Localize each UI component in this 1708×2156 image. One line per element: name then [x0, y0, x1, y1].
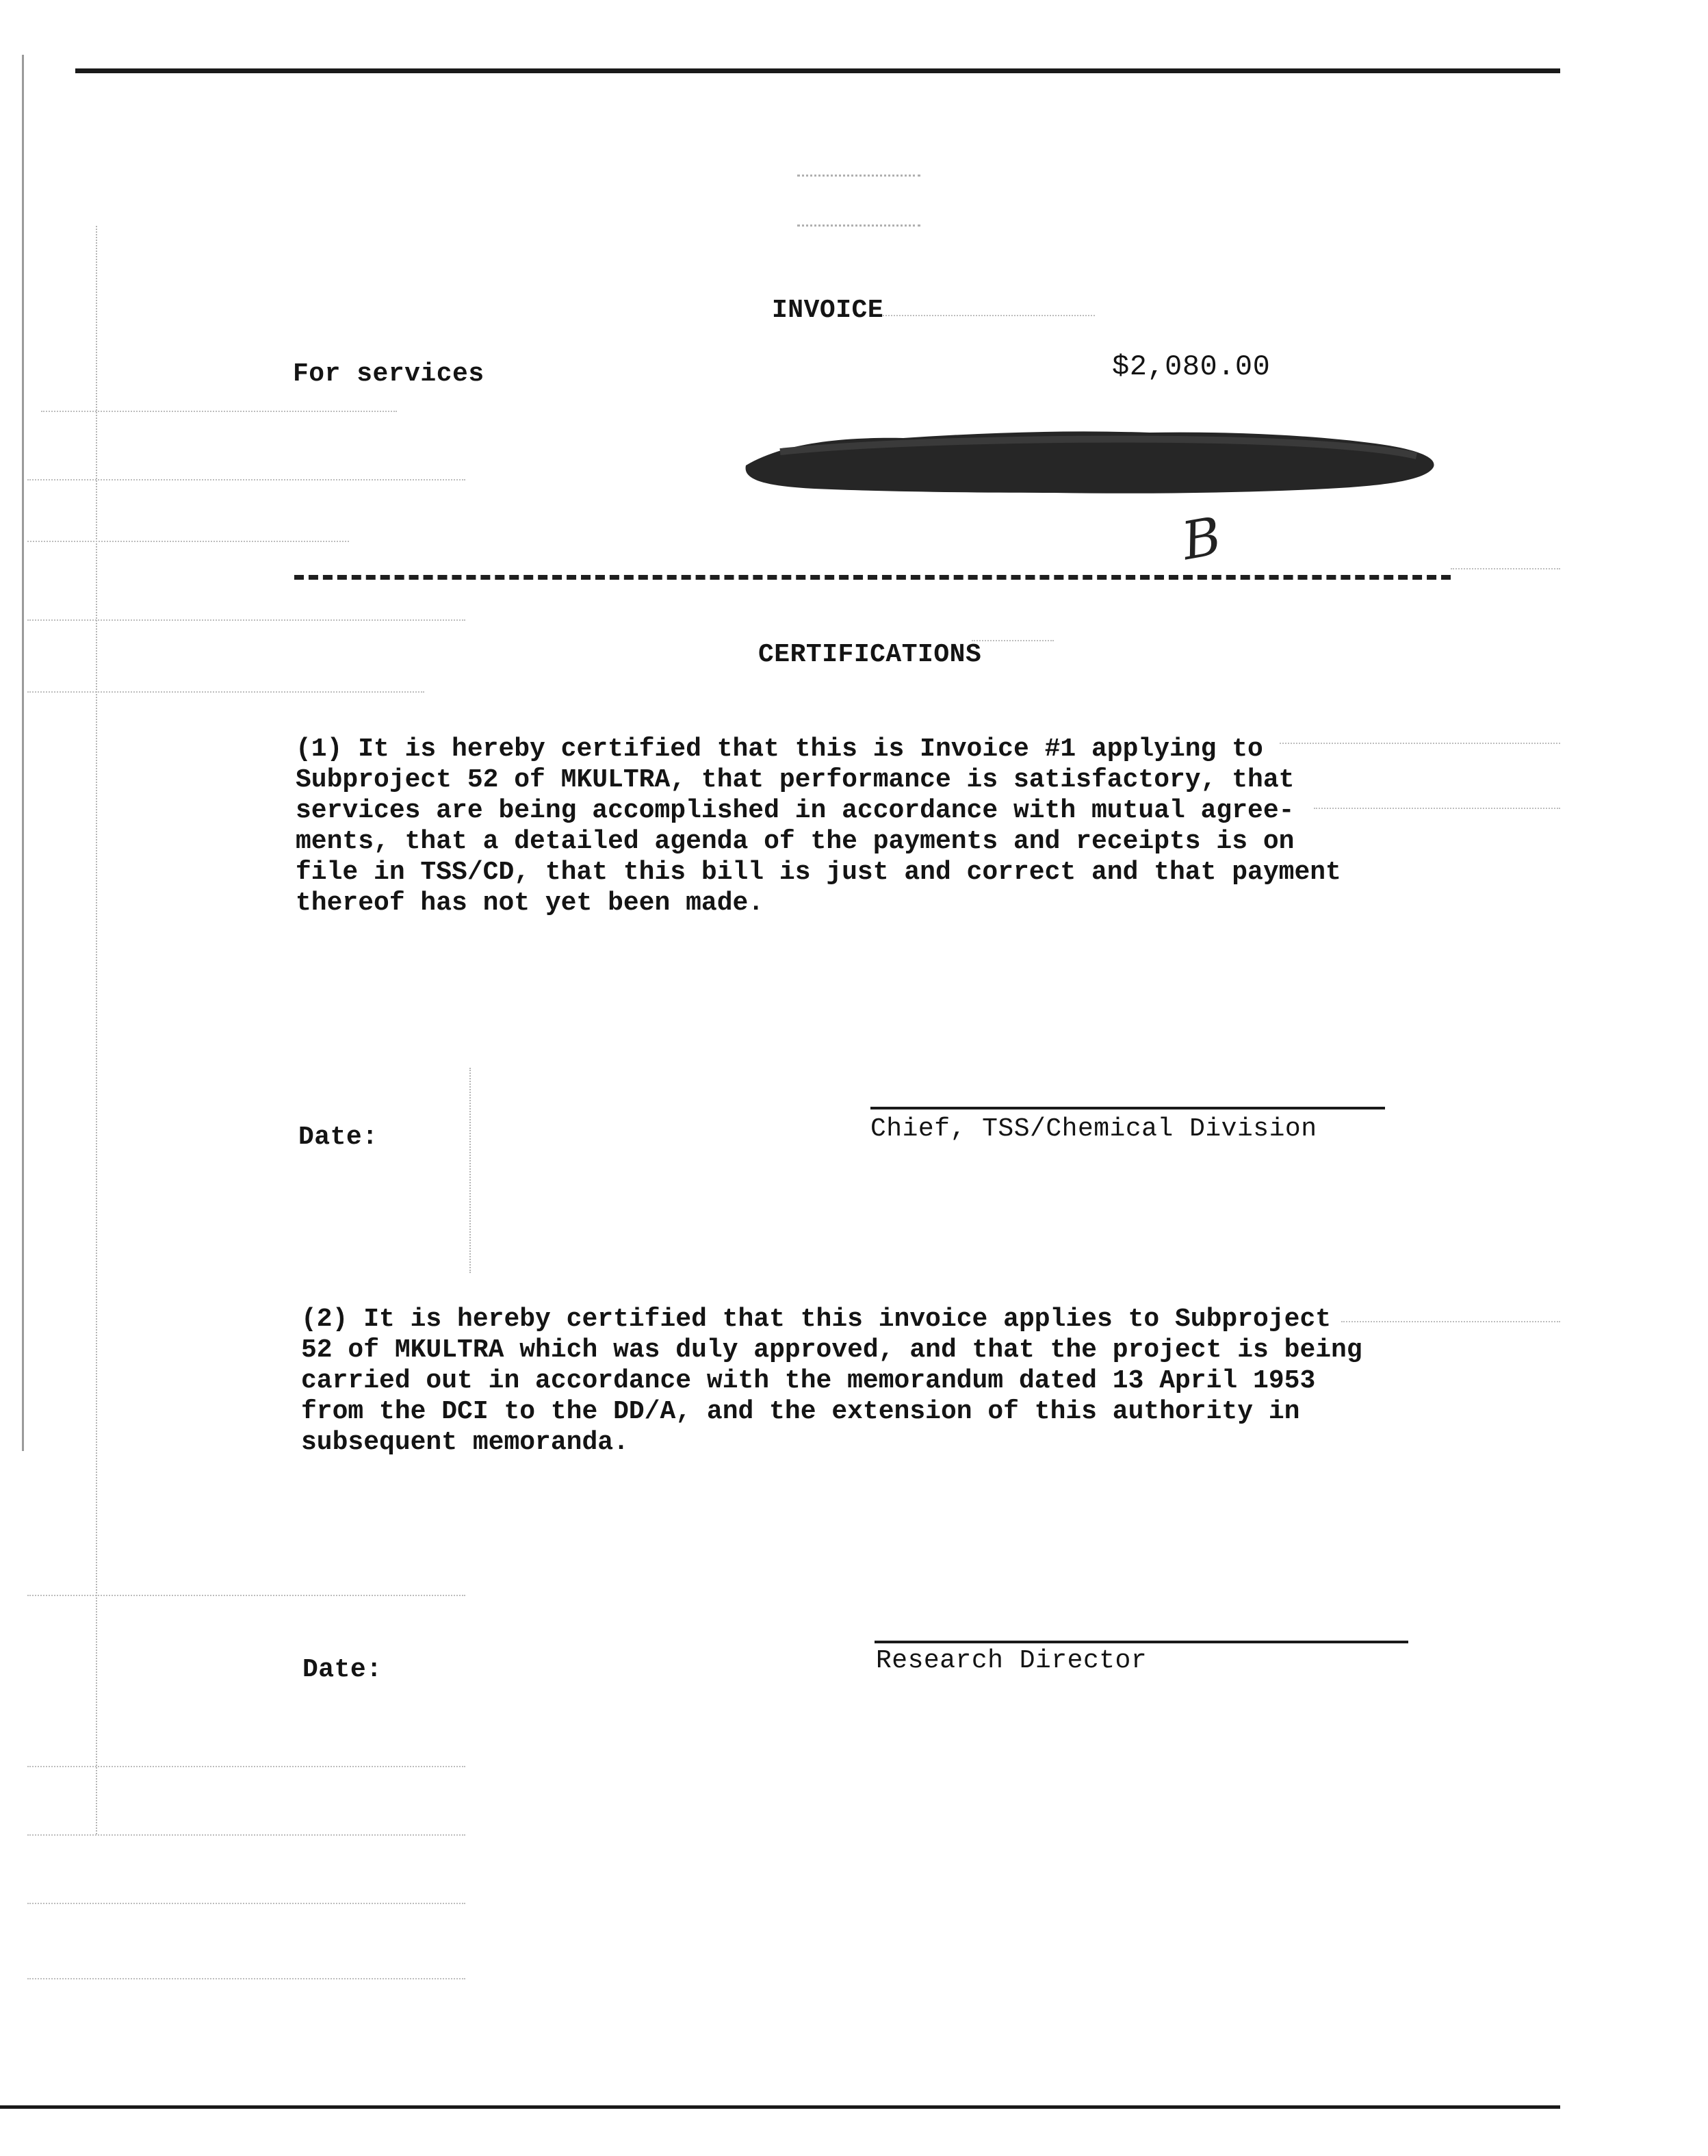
- scan-noise-line: [27, 619, 465, 621]
- cert2-signature-title: Research Director: [876, 1646, 1148, 1676]
- cert2-line: 52 of MKULTRA which was duly approved, and that the project is being: [301, 1335, 1362, 1365]
- cert2-line: carried out in accordance with the memorandum dated 13 April 1953: [301, 1366, 1316, 1396]
- scan-noise-line: [27, 1595, 465, 1596]
- scan-noise-line: [27, 691, 424, 693]
- cert1-line: thereof has not yet been made.: [296, 888, 764, 918]
- certification-1-text: [296, 734, 1341, 919]
- heading-trailing-noise: [972, 640, 1054, 641]
- scan-noise-line: [27, 1834, 465, 1836]
- title-trailing-noise: [883, 315, 1095, 316]
- scan-noise-line: [27, 479, 465, 480]
- dashed-separator: [294, 575, 1451, 580]
- cert1-date-label: Date:: [298, 1122, 378, 1152]
- scan-noise-line: [1341, 1321, 1560, 1322]
- cert2-date-label: Date:: [302, 1655, 383, 1684]
- certifications-heading: CERTIFICATIONS: [758, 640, 982, 669]
- separator-trailing-noise: [1451, 568, 1560, 569]
- handwritten-initial: B: [1177, 504, 1226, 572]
- scan-noise-line: [41, 411, 397, 412]
- invoice-title: INVOICE: [772, 296, 884, 325]
- margin-vertical-faint: [96, 226, 97, 1834]
- cert1-line: Subproject 52 of MKULTRA, that performance is satisfactory, that: [296, 765, 1295, 795]
- cert1-line: ments, that a detailed agenda of the payments and receipts is on: [296, 827, 1295, 856]
- invoice-amount: $2,080.00: [1112, 350, 1271, 383]
- cert2-signature-line: [875, 1641, 1408, 1643]
- scan-noise-line: [27, 1766, 465, 1767]
- margin-vertical-faint-2: [469, 1068, 471, 1273]
- certification-2-text: [301, 1304, 1362, 1458]
- cert1-line: file in TSS/CD, that this bill is just and correct and that payment: [296, 858, 1341, 887]
- cert2-line: from the DCI to the DD/A, and the extension of this authority in: [301, 1397, 1300, 1426]
- cert1-line: (1) It is hereby certified that this is Invoice #1 applying to: [296, 734, 1263, 764]
- bottom-border-line: [0, 2105, 1560, 2109]
- services-label: For services: [293, 359, 484, 389]
- left-edge-line: [22, 55, 24, 1451]
- cert1-signature-title: Chief, TSS/Chemical Division: [870, 1114, 1317, 1144]
- redaction-mark: [739, 418, 1444, 500]
- top-border-line: [75, 68, 1560, 73]
- cert1-signature-line: [870, 1107, 1385, 1109]
- cert2-line: (2) It is hereby certified that this invoice applies to Subproject: [301, 1305, 1332, 1334]
- scan-noise-line: [27, 541, 349, 542]
- scan-noise-line: [27, 1903, 465, 1904]
- faint-header-remnant: [797, 175, 920, 227]
- scan-noise-line: [27, 1978, 465, 1979]
- cert1-line: services are being accomplished in accordance with mutual agree-: [296, 796, 1295, 825]
- scan-noise-line: [1314, 808, 1560, 809]
- cert2-line: subsequent memoranda.: [301, 1428, 629, 1457]
